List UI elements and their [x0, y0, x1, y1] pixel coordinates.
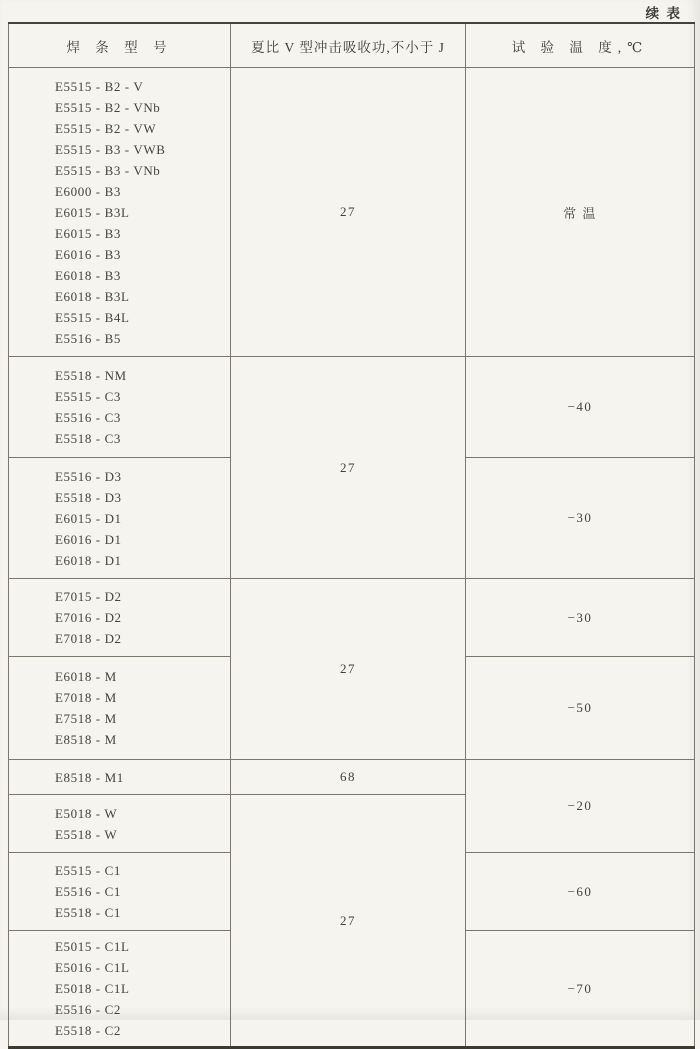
model-item: E5516 - D3 [55, 468, 122, 484]
col-header-electrode-model: 焊 条 型 号 [9, 23, 231, 68]
impact-value-cell: 27 [231, 795, 466, 1048]
model-item: E6015 - D1 [55, 510, 122, 526]
temperature-cell: −70 [466, 931, 695, 1048]
row-group-nm-c3 [9, 357, 695, 458]
temperature-cell: −30 [466, 579, 695, 657]
temperature-cell: −30 [466, 458, 695, 579]
model-list-cell [9, 579, 231, 657]
model-item: E7015 - D2 [55, 589, 122, 604]
model-item: E6018 - M [55, 669, 117, 684]
model-item: E5518 - C3 [55, 431, 121, 446]
model-item: E5515 - B2 - V [55, 78, 144, 94]
model-item: E6000 - B3 [55, 183, 121, 199]
model-list-cell [9, 357, 231, 458]
header-row [9, 23, 695, 68]
model-item: E5016 - C1L [55, 960, 130, 975]
model-item: E5516 - C2 [55, 1002, 121, 1017]
row-group-d2 [9, 579, 695, 657]
model-item: E5516 - C1 [55, 884, 121, 899]
row-group-m1 [9, 760, 695, 795]
temperature-cell: 常 温 [466, 68, 695, 357]
temperature-cell: −60 [466, 853, 695, 931]
model-item: E5518 - NM [55, 368, 127, 383]
model-item: E5518 - C1 [55, 905, 121, 920]
continued-table-label: 续 表 [645, 6, 682, 21]
model-item: E7018 - D2 [55, 631, 122, 646]
model-item: E5515 - B4L [55, 309, 130, 325]
temperature-cell: −50 [466, 657, 695, 760]
model-item: E5515 - B3 - VWB [55, 141, 166, 157]
model-item: E6016 - B3 [55, 246, 121, 262]
model-item: E5518 - C2 [55, 1023, 121, 1038]
model-item: E5515 - B3 - VNb [55, 162, 161, 178]
model-item: E5015 - C1L [55, 939, 130, 954]
col-header-impact-energy: 夏比 V 型冲击吸收功,不小于 J [231, 23, 466, 68]
model-item: E7016 - D2 [55, 610, 122, 625]
model-item: E7018 - M [55, 690, 117, 705]
model-list-cell [9, 931, 231, 1048]
temperature-cell: −20 [466, 760, 695, 853]
model-list-cell [9, 853, 231, 931]
model-item: E5515 - B2 - VW [55, 120, 157, 136]
model-item: E5018 - C1L [55, 981, 130, 996]
model-item: E6018 - B3 [55, 267, 121, 283]
impact-value-cell: 27 [231, 579, 466, 760]
col-header-test-temperature: 试 验 温 度,℃ [466, 23, 695, 68]
model-item: E6016 - D1 [55, 531, 122, 547]
model-item: E8518 - M1 [55, 769, 124, 785]
model-list-cell [9, 795, 231, 853]
model-item: E5515 - C1 [55, 863, 121, 878]
model-item: E6015 - B3L [55, 204, 130, 220]
model-item: E6015 - B3 [55, 225, 121, 241]
model-item: E5516 - C3 [55, 410, 121, 425]
impact-value-cell: 27 [231, 68, 466, 357]
model-list-cell [9, 657, 231, 760]
model-item: E5518 - W [55, 826, 118, 842]
model-item: E5518 - D3 [55, 489, 122, 505]
row-group-b-series [9, 68, 695, 357]
model-item: E5516 - B5 [55, 330, 121, 346]
impact-value-cell: 27 [231, 357, 466, 579]
model-item: E8518 - M [55, 732, 117, 747]
impact-value-cell: 68 [231, 760, 466, 795]
model-item: E7518 - M [55, 711, 117, 726]
model-list-cell [9, 458, 231, 579]
model-item: E6018 - B3L [55, 288, 130, 304]
model-list-cell [9, 68, 231, 357]
model-item: E5515 - C3 [55, 389, 121, 404]
model-item: E6018 - D1 [55, 552, 122, 568]
temperature-cell: −40 [466, 357, 695, 458]
electrode-impact-table [8, 22, 695, 1049]
model-list-cell [9, 760, 231, 795]
model-item: E5515 - B2 - VNb [55, 99, 161, 115]
model-item: E5018 - W [55, 805, 118, 821]
